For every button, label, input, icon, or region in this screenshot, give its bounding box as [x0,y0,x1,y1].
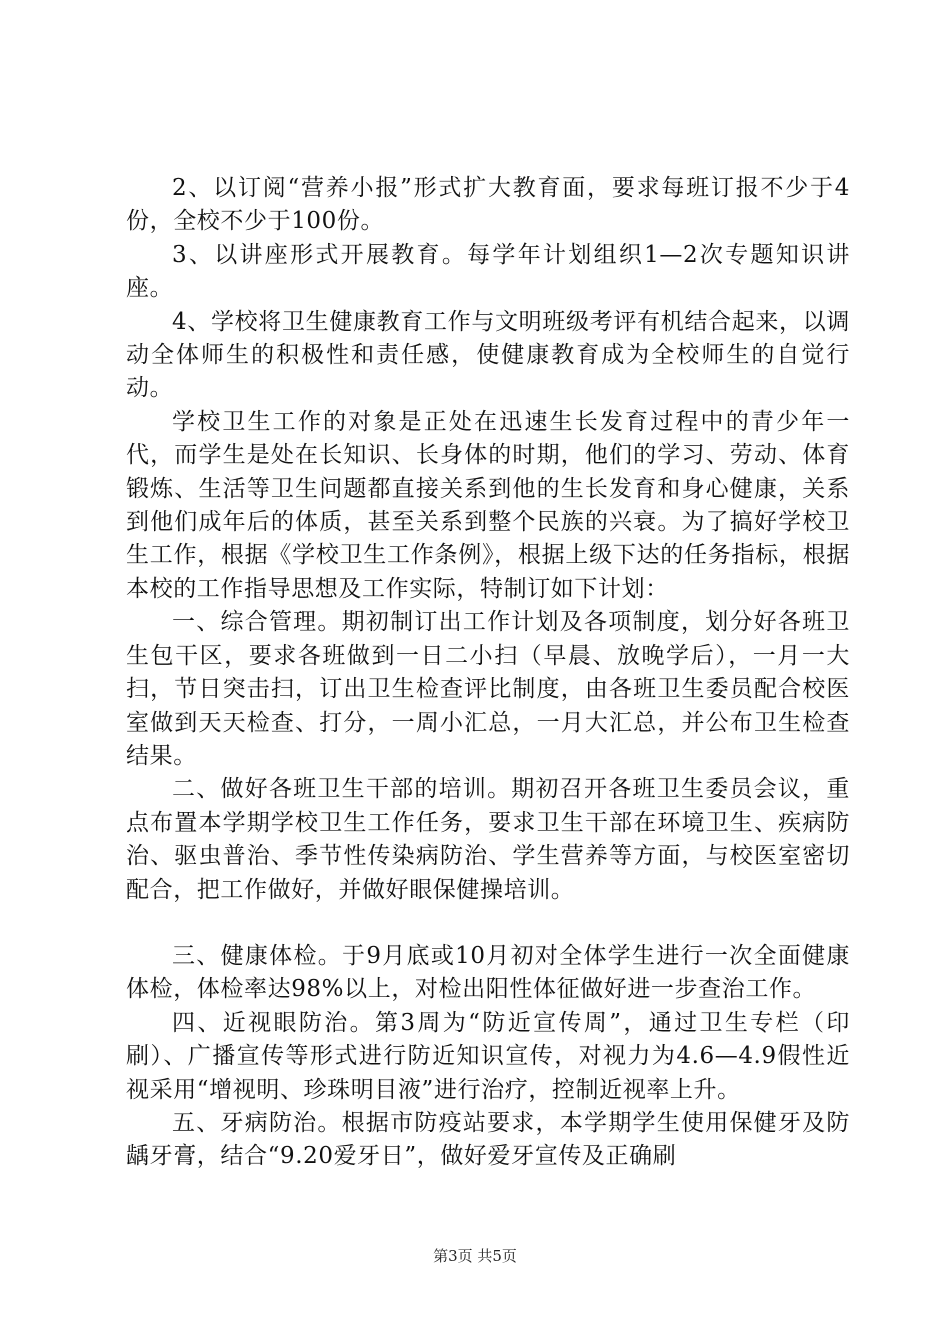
page-number-label: 第3页 共5页 [433,1247,517,1265]
paragraph-section-5: 五、牙病防治。根据市防疫站要求，本学期学生使用保健牙及防龋牙膏，结合“9.20爱牙日”，做好爱牙宣传及正确刷 [126,1109,850,1170]
paragraph-item-2: 2、以订阅“营养小报”形式扩大教育面，要求每班订报不少于4份，全校不少于100份。 [126,175,850,235]
paragraph-section-4: 四、近视眼防治。第3周为“防近宣传周”，通过卫生专栏（印刷）、广播宣传等形式进行防近知识宣传，对视力为4.6—4.9假性近视采用“增视明、珍珠明目液”进行治疗，控制近视率上升。 [126,1009,850,1103]
paragraph-intro: 学校卫生工作的对象是正处在迅速生长发育过程中的青少年一代，而学生是处在长知识、长身体的时期，他们的学习、劳动、体育锻炼、生活等卫生问题都直接关系到他的生长发育和身心健康，关系到他们成年后的体质，甚至关系到整个民族的兴衰。为了搞好学校卫生工作，根据《学校卫生工作条例》，根据上级下达的任务指标，根据本校的工作指导思想及工作实际，特制订如下计划： [126,408,850,602]
paragraph-item-3: 3、以讲座形式开展教育。每学年计划组织1—2次专题知识讲座。 [126,241,850,302]
page-footer [0,1246,950,1266]
paragraph-section-1: 一、综合管理。期初制订出工作计划及各项制度，划分好各班卫生包干区，要求各班做到一日二小扫（早晨、放晚学后），一月一大扫，节日突击扫，订出卫生检查评比制度，由各班卫生委员配合校医室做到天天检查、打分，一周小汇总，一月大汇总，并公布卫生检查结果。 [126,609,850,769]
paragraph-section-2: 二、做好各班卫生干部的培训。期初召开各班卫生委员会议，重点布置本学期学校卫生工作任务，要求卫生干部在环境卫生、疾病防治、驱虫普治、季节性传染病防治、学生营养等方面，与校医室密切配合，把工作做好，并做好眼保健操培训。 [126,776,850,903]
paragraph-section-3: 三、健康体检。于9月底或10月初对全体学生进行一次全面健康体检，体检率达98%以上，对检出阳性体征做好进一步查治工作。 [126,942,850,1003]
paragraph-item-4: 4、学校将卫生健康教育工作与文明班级考评有机结合起来，以调动全体师生的积极性和责任感，使健康教育成为全校师生的自觉行动。 [126,308,850,402]
document-body [126,172,850,1174]
